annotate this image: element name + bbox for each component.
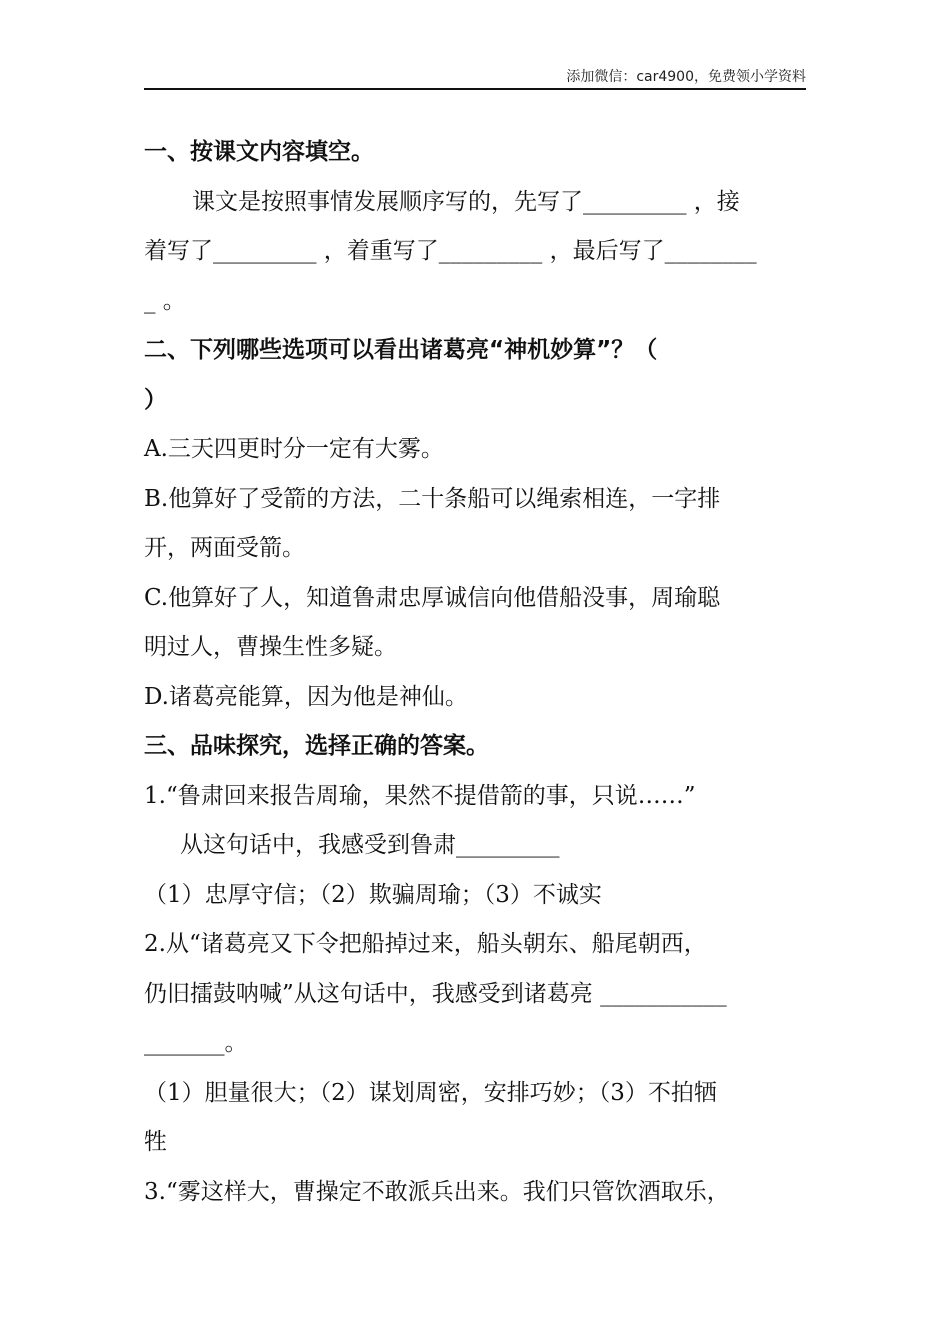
question-2-choices-cont: 牲	[144, 1129, 167, 1155]
question-1: 1.“鲁肃回来报告周瑜，果然不提借箭的事，只说……”	[144, 782, 696, 809]
option-d: D.诸葛亮能算，因为他是神仙。	[144, 683, 468, 710]
question-3: 3.“雾这样大，曹操定不敢派兵出来。我们只管饮酒取乐，	[144, 1178, 730, 1205]
header-divider	[144, 88, 806, 90]
section-heading-1: 一、按课文内容填空。	[144, 139, 374, 165]
question-2-cont: 仍旧擂鼓呐喊”从这句话中，我感受到诸葛亮 ___________	[144, 980, 727, 1007]
question-1-prompt: 从这句话中，我感受到鲁肃_________	[180, 832, 560, 858]
option-c-cont: 明过人，曹操生性多疑。	[144, 634, 397, 660]
option-b-cont: 开，两面受箭。	[144, 535, 305, 561]
question-2: 2.从“诸葛亮又下令把船掉过来，船头朝东、船尾朝西，	[144, 931, 707, 957]
option-b: B.他算好了受箭的方法，二十条船可以绳索相连，一字排	[144, 485, 721, 512]
section-heading-2: 二、下列哪些选项可以看出诸葛亮“神机妙算”？（	[144, 337, 658, 363]
section-heading-3: 三、品味探究，选择正确的答案。	[144, 733, 489, 759]
fill-blank-line-2: 着写了_________ ，着重写了_________ ，最后写了________	[144, 238, 757, 264]
question-2-blank: _______。	[144, 1030, 248, 1056]
question-2-choices: （1）胆量很大；（2）谋划周密，安排巧妙；（3）不拍牺	[144, 1079, 717, 1106]
option-a: A.三天四更时分一定有大雾。	[144, 436, 444, 462]
fill-blank-line-1: 课文是按照事情发展顺序写的，先写了_________ ，接	[192, 188, 740, 215]
fill-blank-line-3: _ 。	[144, 287, 186, 314]
worksheet-body	[144, 128, 798, 1217]
section-heading-2-cont: ）	[144, 386, 167, 413]
question-1-choices: （1）忠厚守信；（2）欺骗周瑜；（3）不诚实	[144, 881, 602, 908]
option-c: C.他算好了人，知道鲁肃忠厚诚信向他借船没事，周瑜聪	[144, 584, 721, 611]
page-header-note: 添加微信：car4900，免费领小学资料	[566, 69, 806, 85]
